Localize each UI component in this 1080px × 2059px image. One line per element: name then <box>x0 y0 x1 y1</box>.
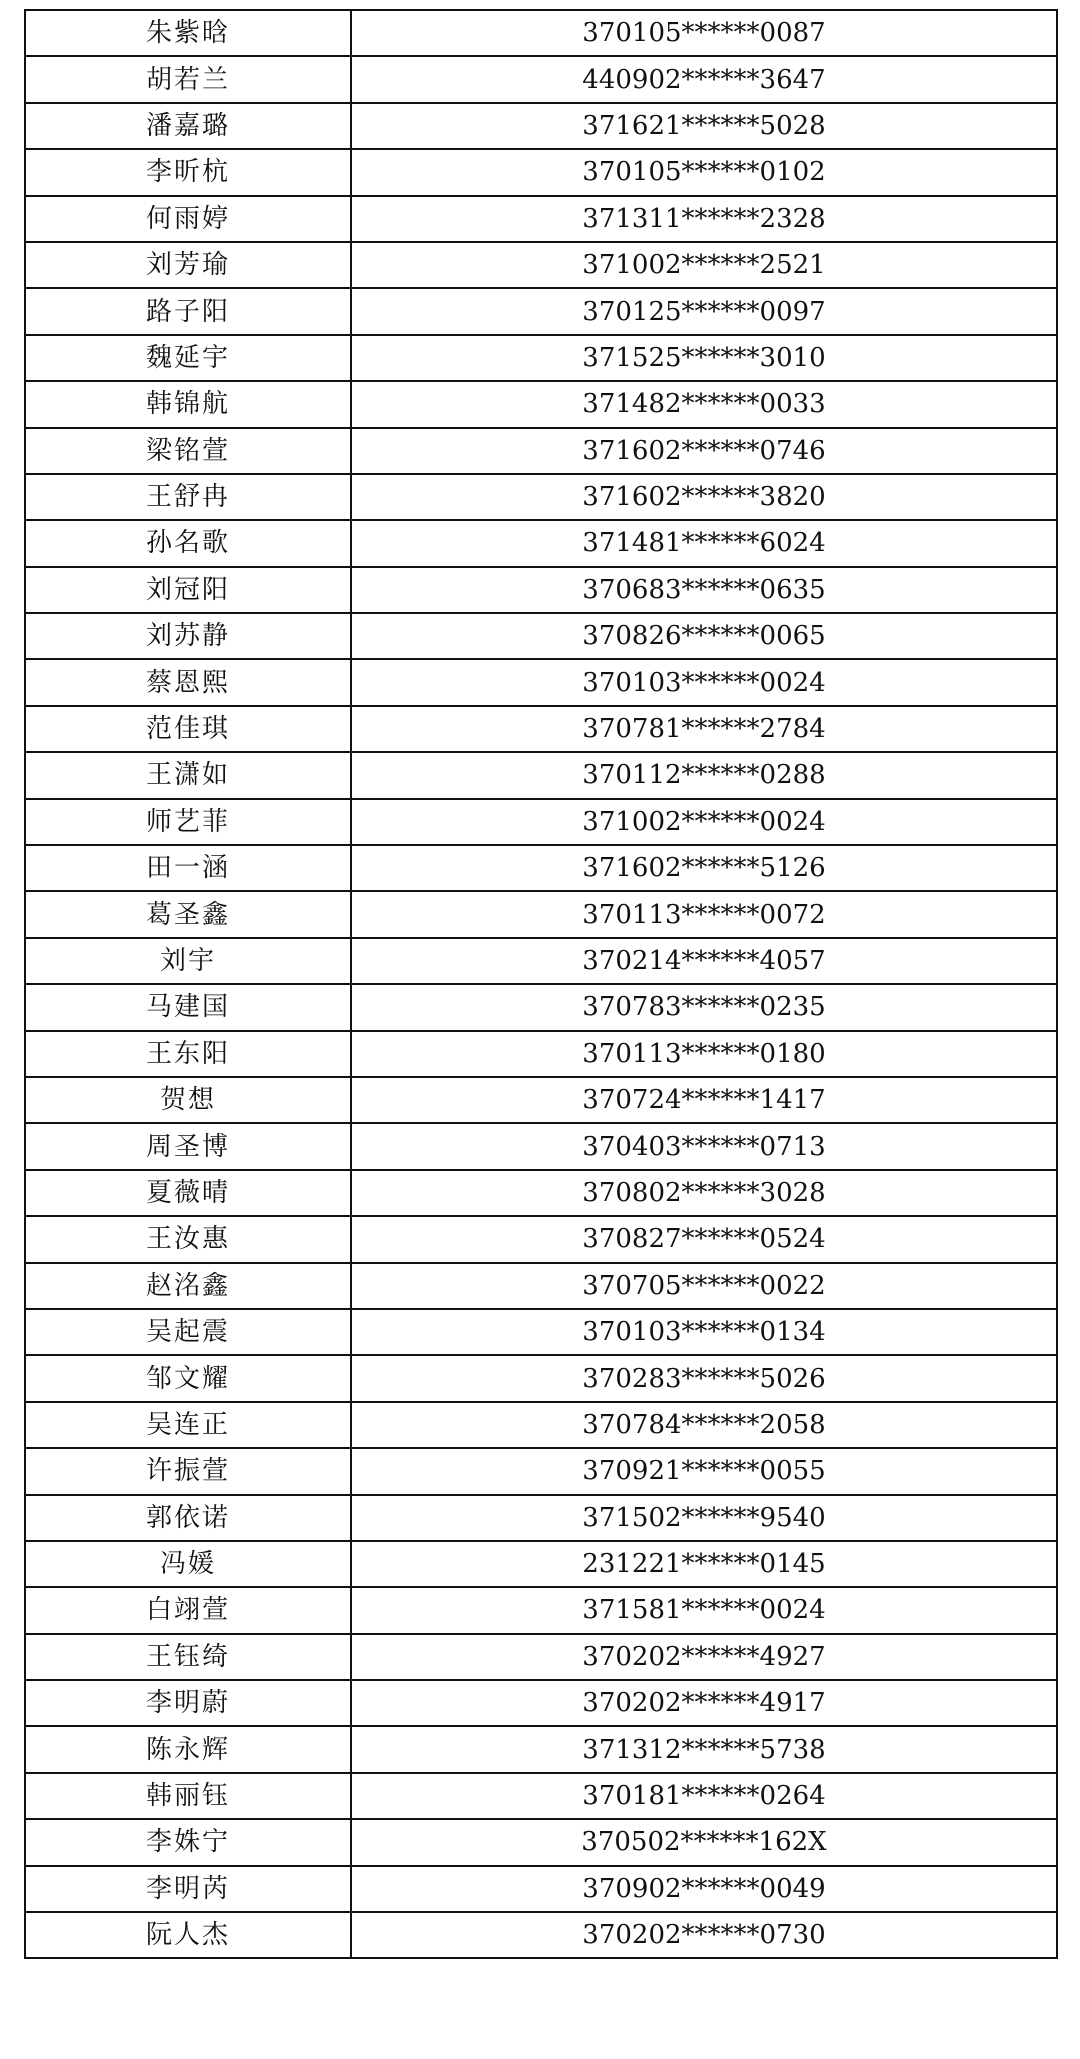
name-cell: 潘嘉璐 <box>25 103 351 149</box>
name-cell: 李姝宁 <box>25 1819 351 1865</box>
id-number-cell: 371312******5738 <box>351 1726 1057 1772</box>
roster-table-body <box>25 10 1057 1958</box>
table-row <box>25 567 1057 613</box>
id-number-cell: 371581******0024 <box>351 1587 1057 1633</box>
name-cell: 郭依诺 <box>25 1495 351 1541</box>
table-row <box>25 706 1057 752</box>
table-row <box>25 1170 1057 1216</box>
id-number-cell: 370783******0235 <box>351 984 1057 1030</box>
id-number-cell: 371482******0033 <box>351 381 1057 427</box>
id-number-cell: 370781******2784 <box>351 706 1057 752</box>
id-number-cell: 370724******1417 <box>351 1077 1057 1123</box>
table-row <box>25 1819 1057 1865</box>
name-cell: 王钰绮 <box>25 1634 351 1680</box>
id-number-cell: 371002******2521 <box>351 242 1057 288</box>
id-number-cell: 370202******0730 <box>351 1912 1057 1958</box>
id-number-cell: 371481******6024 <box>351 520 1057 566</box>
name-cell: 何雨婷 <box>25 196 351 242</box>
id-number-cell: 370103******0134 <box>351 1309 1057 1355</box>
id-number-cell: 371311******2328 <box>351 196 1057 242</box>
name-cell: 李明蔚 <box>25 1680 351 1726</box>
table-row <box>25 288 1057 334</box>
name-cell: 李明芮 <box>25 1866 351 1912</box>
table-row <box>25 799 1057 845</box>
id-number-cell: 370283******5026 <box>351 1355 1057 1401</box>
name-cell: 周圣博 <box>25 1123 351 1169</box>
table-row <box>25 1402 1057 1448</box>
name-cell: 王舒冉 <box>25 474 351 520</box>
name-cell: 范佳琪 <box>25 706 351 752</box>
id-number-cell: 231221******0145 <box>351 1541 1057 1587</box>
table-row <box>25 56 1057 102</box>
table-row <box>25 891 1057 937</box>
id-number-cell: 370105******0102 <box>351 149 1057 195</box>
name-cell: 路子阳 <box>25 288 351 334</box>
name-cell: 韩锦航 <box>25 381 351 427</box>
table-row <box>25 381 1057 427</box>
id-number-cell: 371602******5126 <box>351 845 1057 891</box>
table-row <box>25 196 1057 242</box>
table-row <box>25 613 1057 659</box>
name-cell: 田一涵 <box>25 845 351 891</box>
id-number-cell: 371621******5028 <box>351 103 1057 149</box>
id-number-cell: 371502******9540 <box>351 1495 1057 1541</box>
name-cell: 刘芳瑜 <box>25 242 351 288</box>
name-cell: 王潇如 <box>25 752 351 798</box>
id-number-cell: 370202******4927 <box>351 1634 1057 1680</box>
name-cell: 邹文耀 <box>25 1355 351 1401</box>
name-cell: 吴连正 <box>25 1402 351 1448</box>
name-cell: 赵洺鑫 <box>25 1263 351 1309</box>
table-row <box>25 1077 1057 1123</box>
name-cell: 师艺菲 <box>25 799 351 845</box>
table-row <box>25 1495 1057 1541</box>
id-number-cell: 370502******162X <box>351 1819 1057 1865</box>
table-row <box>25 1680 1057 1726</box>
table-row <box>25 1216 1057 1262</box>
id-number-cell: 371002******0024 <box>351 799 1057 845</box>
id-number-cell: 370683******0635 <box>351 567 1057 613</box>
id-number-cell: 370214******4057 <box>351 938 1057 984</box>
id-number-cell: 370902******0049 <box>351 1866 1057 1912</box>
table-row <box>25 1309 1057 1355</box>
name-cell: 蔡恩熙 <box>25 659 351 705</box>
roster-table <box>24 9 1058 1959</box>
name-cell: 吴起震 <box>25 1309 351 1355</box>
id-number-cell: 370105******0087 <box>351 10 1057 56</box>
name-cell: 冯媛 <box>25 1541 351 1587</box>
name-cell: 王东阳 <box>25 1031 351 1077</box>
name-cell: 王汝惠 <box>25 1216 351 1262</box>
table-row <box>25 1773 1057 1819</box>
table-row <box>25 1448 1057 1494</box>
table-row <box>25 1726 1057 1772</box>
name-cell: 韩丽钰 <box>25 1773 351 1819</box>
id-number-cell: 371525******3010 <box>351 335 1057 381</box>
name-cell: 阮人杰 <box>25 1912 351 1958</box>
table-row <box>25 1587 1057 1633</box>
table-row <box>25 103 1057 149</box>
id-number-cell: 370112******0288 <box>351 752 1057 798</box>
name-cell: 魏延宇 <box>25 335 351 381</box>
table-row <box>25 1634 1057 1680</box>
name-cell: 许振萱 <box>25 1448 351 1494</box>
table-row <box>25 1123 1057 1169</box>
id-number-cell: 440902******3647 <box>351 56 1057 102</box>
name-cell: 胡若兰 <box>25 56 351 102</box>
name-cell: 贺想 <box>25 1077 351 1123</box>
name-cell: 刘冠阳 <box>25 567 351 613</box>
id-number-cell: 370103******0024 <box>351 659 1057 705</box>
id-number-cell: 370802******3028 <box>351 1170 1057 1216</box>
id-number-cell: 370125******0097 <box>351 288 1057 334</box>
table-row <box>25 242 1057 288</box>
table-row <box>25 1355 1057 1401</box>
table-row <box>25 335 1057 381</box>
id-number-cell: 370181******0264 <box>351 1773 1057 1819</box>
table-row <box>25 428 1057 474</box>
id-number-cell: 370202******4917 <box>351 1680 1057 1726</box>
name-cell: 白翊萱 <box>25 1587 351 1633</box>
name-cell: 马建国 <box>25 984 351 1030</box>
name-cell: 刘宇 <box>25 938 351 984</box>
table-row <box>25 149 1057 195</box>
id-number-cell: 370113******0180 <box>351 1031 1057 1077</box>
id-number-cell: 370784******2058 <box>351 1402 1057 1448</box>
name-cell: 朱紫晗 <box>25 10 351 56</box>
name-cell: 刘苏静 <box>25 613 351 659</box>
table-row <box>25 1031 1057 1077</box>
id-number-cell: 371602******0746 <box>351 428 1057 474</box>
name-cell: 陈永辉 <box>25 1726 351 1772</box>
id-number-cell: 370826******0065 <box>351 613 1057 659</box>
id-number-cell: 371602******3820 <box>351 474 1057 520</box>
name-cell: 夏薇晴 <box>25 1170 351 1216</box>
table-row <box>25 1541 1057 1587</box>
name-cell: 梁铭萱 <box>25 428 351 474</box>
table-row <box>25 938 1057 984</box>
table-row <box>25 1912 1057 1958</box>
id-number-cell: 370827******0524 <box>351 1216 1057 1262</box>
id-number-cell: 370705******0022 <box>351 1263 1057 1309</box>
table-row <box>25 1866 1057 1912</box>
table-row <box>25 845 1057 891</box>
table-row <box>25 659 1057 705</box>
table-row <box>25 474 1057 520</box>
table-row <box>25 10 1057 56</box>
id-number-cell: 370403******0713 <box>351 1123 1057 1169</box>
table-row <box>25 1263 1057 1309</box>
name-cell: 李昕杭 <box>25 149 351 195</box>
table-row <box>25 520 1057 566</box>
id-number-cell: 370921******0055 <box>351 1448 1057 1494</box>
table-row <box>25 752 1057 798</box>
table-row <box>25 984 1057 1030</box>
id-number-cell: 370113******0072 <box>351 891 1057 937</box>
name-cell: 葛圣鑫 <box>25 891 351 937</box>
name-cell: 孙名歌 <box>25 520 351 566</box>
